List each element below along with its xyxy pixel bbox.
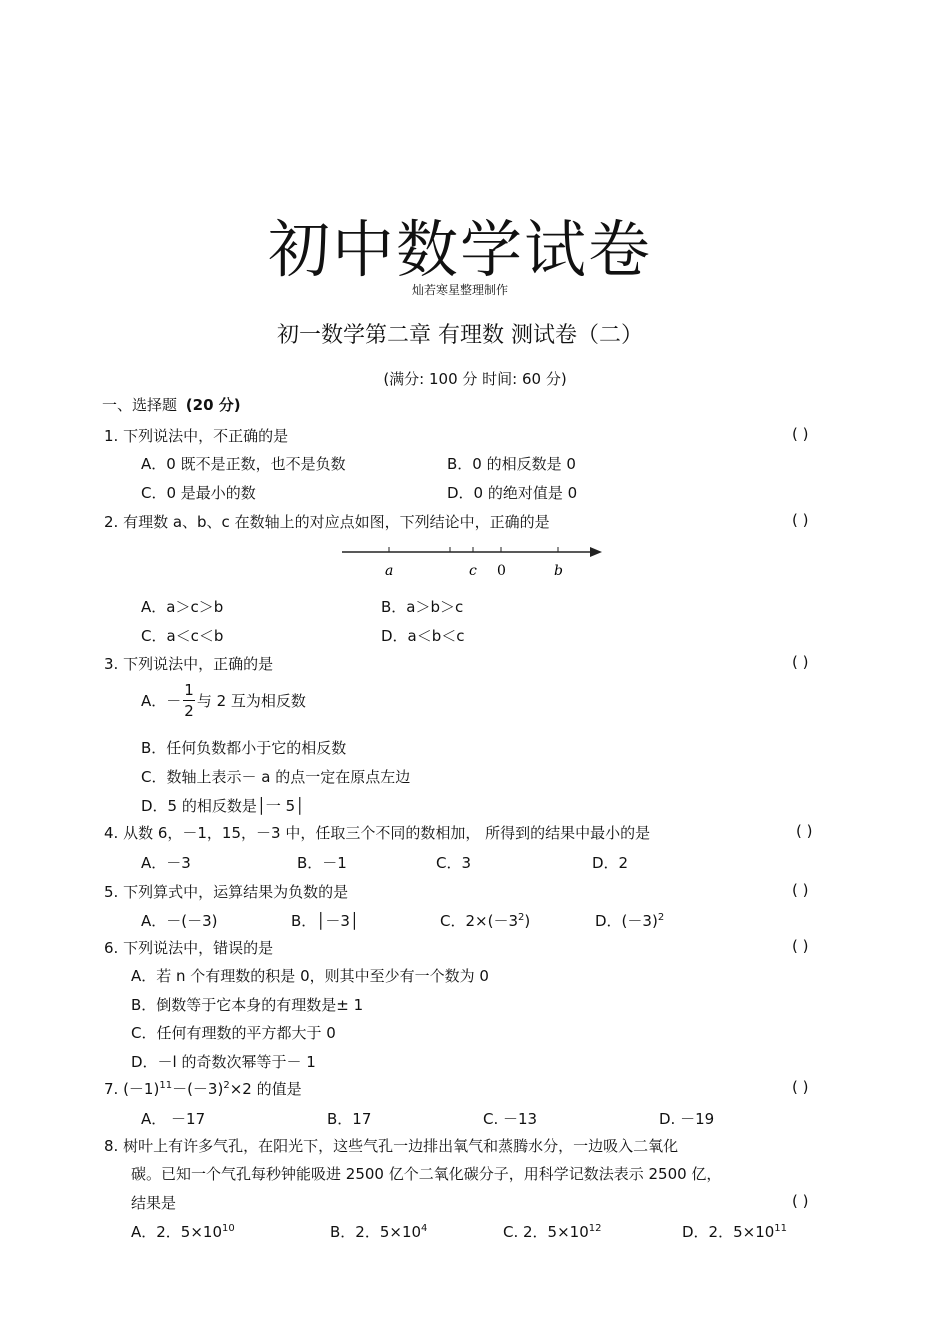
q7-option-d: D. －19: [659, 1110, 715, 1128]
q1-answer-paren: ( ): [792, 425, 809, 443]
q5-option-c-exponent: 2: [517, 912, 525, 923]
credit-line: 灿若寒星整理制作: [411, 283, 508, 297]
q5-option-b: B．│－3│: [291, 912, 359, 930]
q6-option-b: B．倒数等于它本身的有理数是± 1: [131, 996, 364, 1014]
number-line-figure: [340, 540, 605, 580]
q2-option-b: B．a＞b＞c: [381, 598, 464, 616]
page-title: 初中数学试卷: [267, 213, 652, 286]
q6-option-d: D．－l 的奇数次幂等于－ 1: [131, 1053, 316, 1071]
q8-option-a: [131, 1221, 235, 1242]
q4-option-c: C．3: [436, 854, 472, 872]
q3-option-a-suffix: 与 2 互为相反数: [196, 692, 306, 710]
q8-option-c-base: C. 2．5×10: [503, 1223, 589, 1241]
q8-stem-line1: 8. 树叶上有许多气孔，在阳光下，这些气孔一边排出氧气和蒸腾水分，一边吸入二氧化: [104, 1137, 679, 1155]
q5-option-c-base: C．2×(－3: [440, 912, 518, 930]
q8-option-a-exponent: 10: [222, 1223, 235, 1234]
q7-answer-paren: ( ): [792, 1078, 809, 1096]
q5-answer-paren: ( ): [792, 881, 809, 899]
q7-option-b: B．17: [327, 1110, 372, 1128]
q1-option-c: C．0 是最小的数: [141, 484, 256, 502]
q5-option-d: [595, 910, 664, 931]
q3-answer-paren: ( ): [792, 653, 809, 671]
q8-stem-line3: 结果是: [131, 1194, 177, 1212]
q1-option-a: A．0 既不是正数，也不是负数: [141, 455, 346, 473]
q4-option-a: A．－3: [141, 854, 191, 872]
test-subtitle: 初一数学第二章 有理数 测试卷（二）: [277, 323, 643, 348]
q1-option-b: B．0 的相反数是 0: [447, 455, 576, 473]
q8-option-d: [682, 1221, 787, 1242]
q6-option-a: A．若 n 个有理数的积是 0，则其中至少有一个数为 0: [131, 967, 489, 985]
q8-stem-line2: 碳。已知一个气孔每秒钟能吸进 2500 亿个二氧化碳分子，用科学记数法表示 2500 亿，: [131, 1165, 722, 1183]
q8-option-c-exponent: 12: [588, 1223, 602, 1234]
q2-stem: 2. 有理数 a、b、c 在数轴上的对应点如图，下列结论中，正确的是: [104, 513, 550, 531]
q8-option-b-base: B．2．5×10: [330, 1223, 422, 1241]
q2-answer-paren: ( ): [792, 511, 809, 529]
q5-option-d-exponent: 2: [657, 912, 665, 923]
q8-option-c: [503, 1221, 602, 1242]
q4-option-b: B．－1: [297, 854, 347, 872]
fraction: [183, 680, 195, 721]
q1-option-d: D．0 的绝对值是 0: [447, 484, 578, 502]
q1-stem: 1. 下列说法中，不正确的是: [104, 427, 289, 445]
q5-stem: 5. 下列算式中，运算结果为负数的是: [104, 883, 349, 901]
axis-label-a: a: [385, 563, 394, 579]
q7-exponent-2: 2: [223, 1080, 230, 1091]
q7-stem-part1: 7. (－1): [104, 1080, 160, 1098]
q8-option-d-exponent: 11: [774, 1223, 788, 1234]
q5-option-c-close: ): [524, 912, 531, 930]
q8-option-d-base: D．2．5×10: [682, 1223, 775, 1241]
q6-option-c: C．任何有理数的平方都大于 0: [131, 1024, 336, 1042]
q5-option-d-base: D．(－3): [595, 912, 658, 930]
q3-option-d: D．5 的相反数是│一 5│: [141, 797, 305, 815]
axis-label-zero: 0: [497, 563, 506, 579]
section-label: 一、选择题: [102, 396, 178, 414]
q5-option-c: [440, 910, 530, 931]
axis-arrow-icon: [590, 547, 602, 557]
axis-label-c: c: [469, 563, 477, 579]
fraction-denominator: 2: [184, 702, 194, 720]
q3-option-c: C．数轴上表示－ a 的点一定在原点左边: [141, 768, 411, 786]
q7-stem-part3: ×2 的值是: [229, 1080, 302, 1098]
q3-option-a-prefix: A．－: [141, 692, 182, 710]
q7-option-a: A． －17: [141, 1110, 206, 1128]
q5-option-a: A．－(－3): [141, 912, 218, 930]
axis-label-b: b: [554, 563, 563, 579]
q6-answer-paren: ( ): [792, 937, 809, 955]
section-points: (20 分): [185, 396, 241, 414]
fraction-numerator: 1: [184, 681, 194, 699]
q2-option-c: C．a＜c＜b: [141, 627, 224, 645]
q6-stem: 6. 下列说法中，错误的是: [104, 939, 274, 957]
q4-option-d: D．2: [592, 854, 629, 872]
q3-option-a: [141, 680, 306, 721]
q8-option-b: [330, 1221, 427, 1242]
q8-answer-paren: ( ): [792, 1192, 809, 1210]
section-heading: [102, 394, 241, 415]
q4-stem: 4. 从数 6，－1，15，－3 中，任取三个不同的数相加， 所得到的结果中最小的是: [104, 824, 651, 842]
score-time-line: (满分: 100 分 时间: 60 分): [383, 370, 567, 388]
q8-option-a-base: A．2．5×10: [131, 1223, 223, 1241]
q7-option-c: C. －13: [483, 1110, 538, 1128]
q7-stem: [104, 1078, 302, 1099]
q8-option-b-exponent: 4: [421, 1223, 428, 1234]
q7-stem-part2: －(－3): [172, 1080, 224, 1098]
q3-stem: 3. 下列说法中，正确的是: [104, 655, 274, 673]
q3-option-b: B．任何负数都小于它的相反数: [141, 739, 347, 757]
q2-option-a: A．a＞c＞b: [141, 598, 224, 616]
q4-answer-paren: ( ): [796, 822, 813, 840]
q7-exponent-1: 11: [159, 1080, 173, 1091]
q2-option-d: D．a＜b＜c: [381, 627, 465, 645]
